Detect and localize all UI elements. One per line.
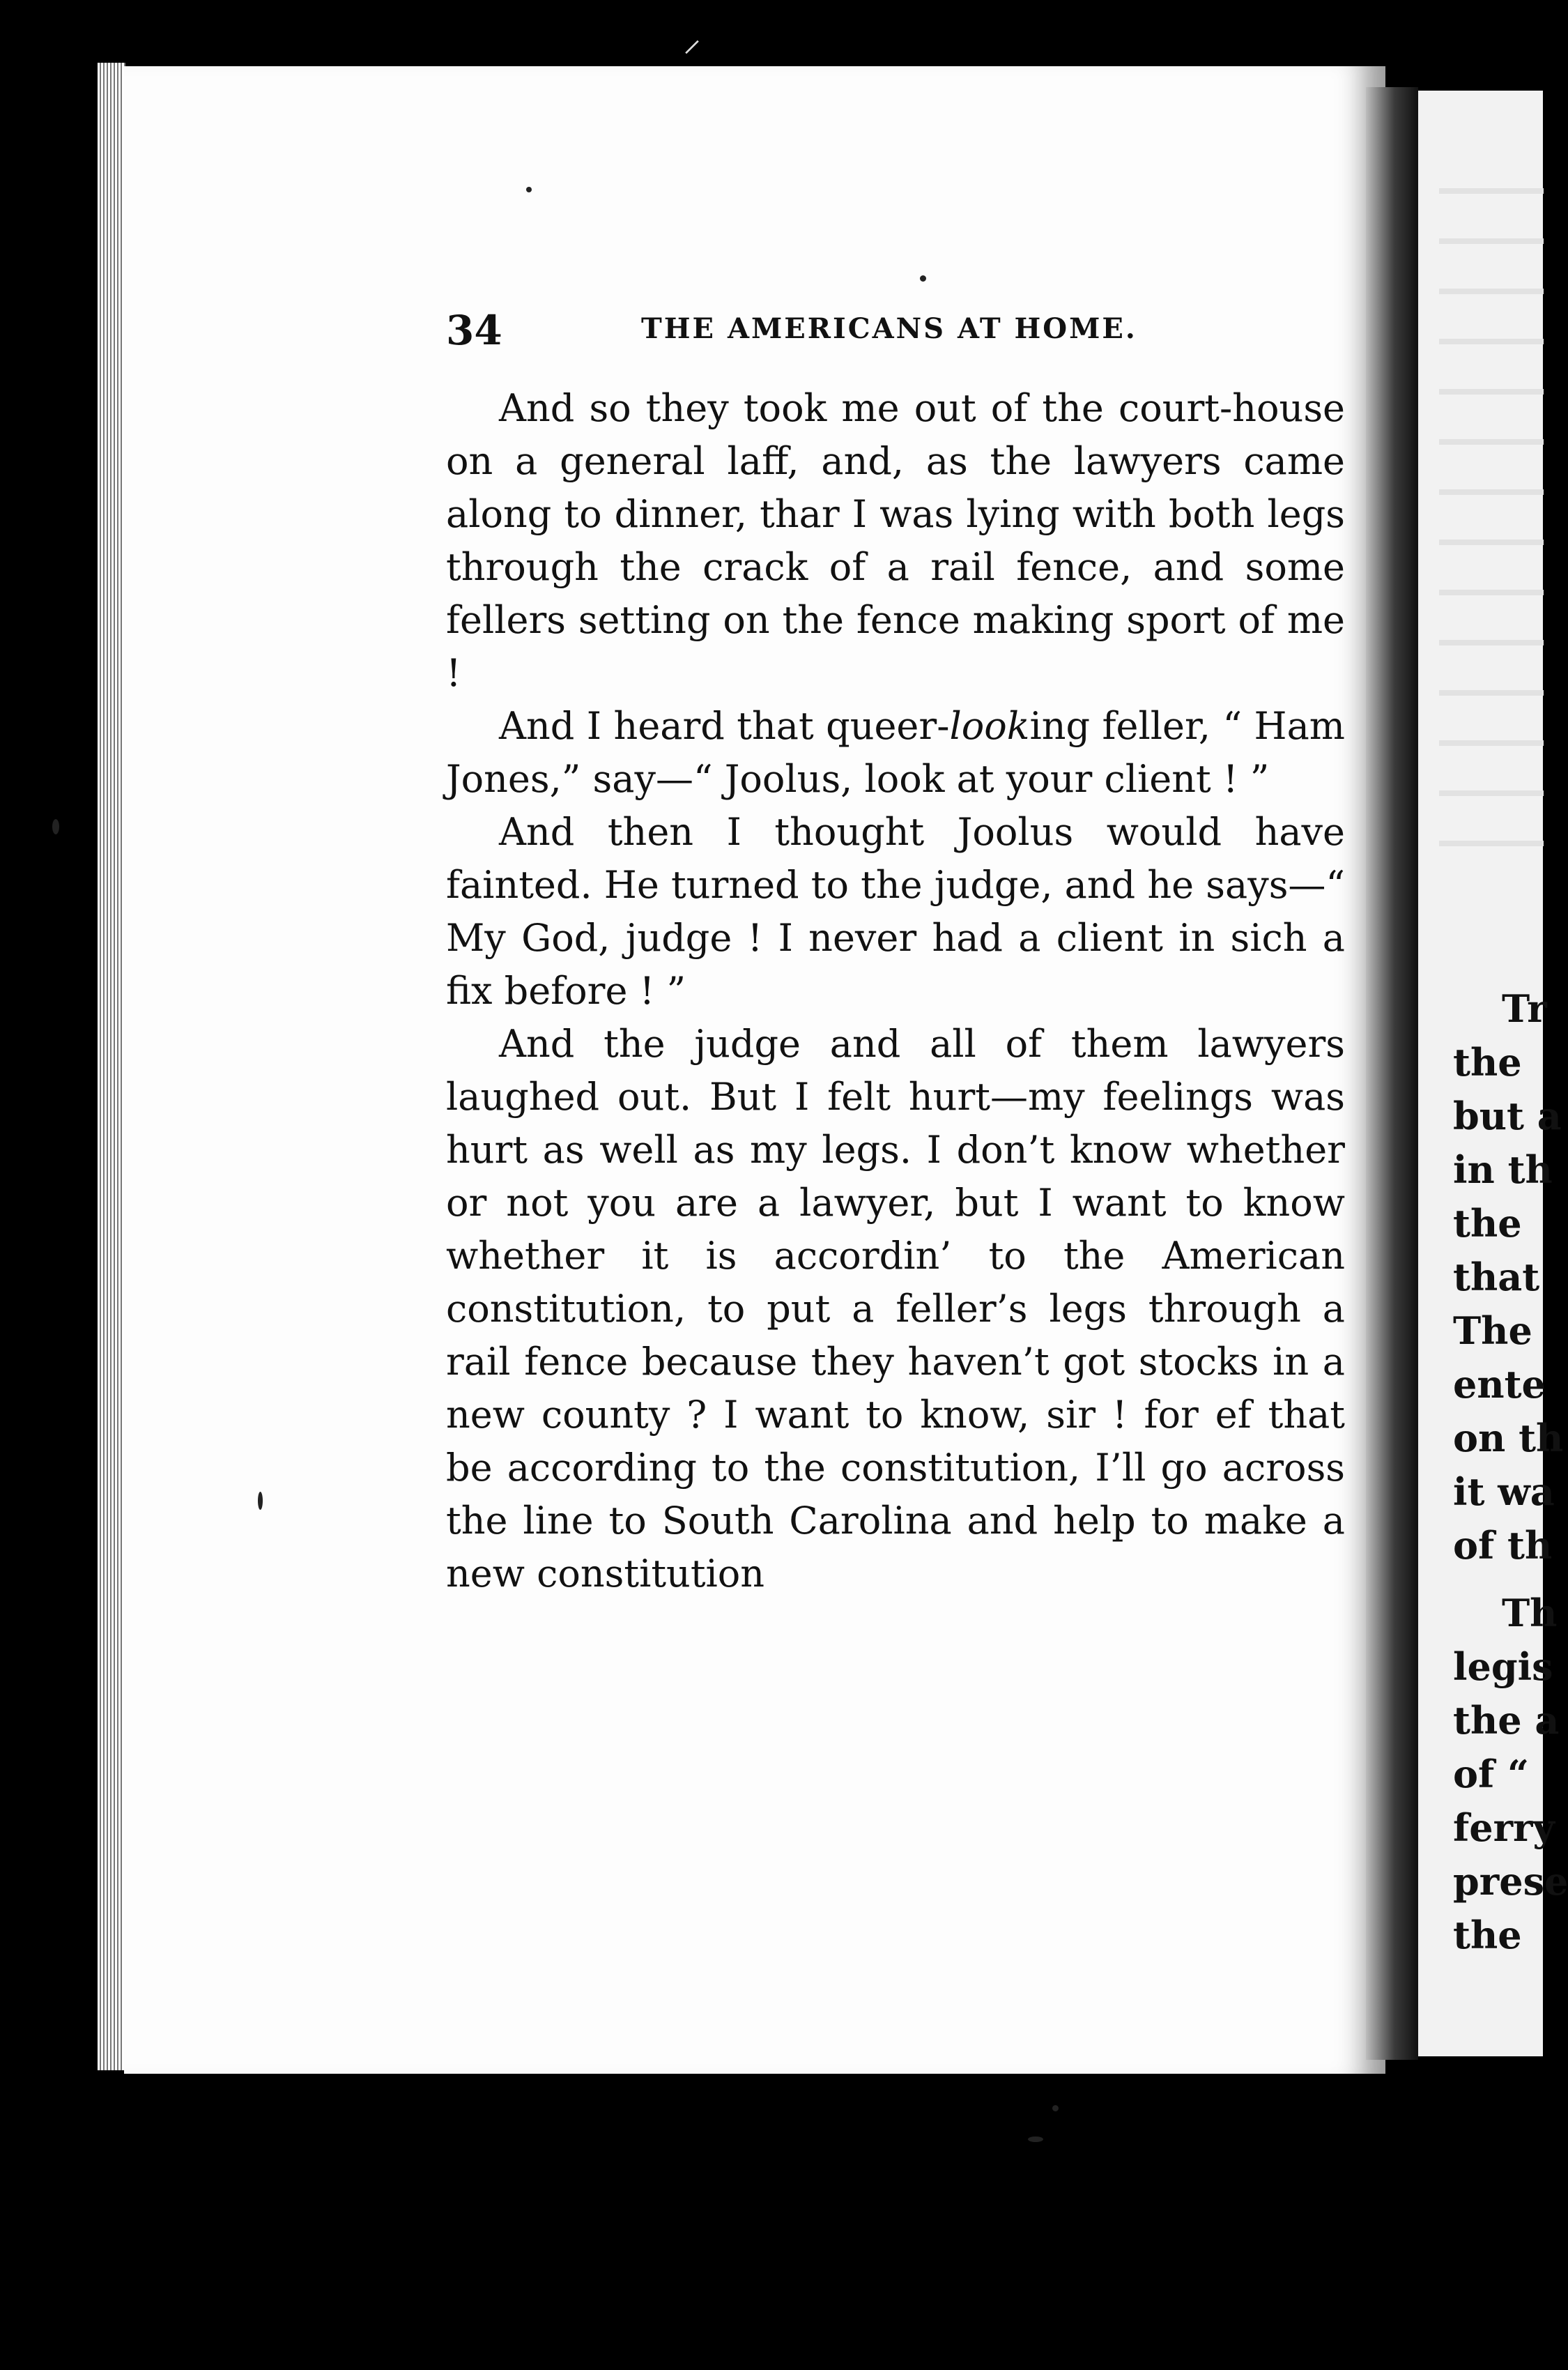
bleed-through-line: [1439, 740, 1544, 746]
bleed-through-line: [1439, 188, 1544, 194]
bleed-through-line: [1439, 439, 1544, 445]
facing-page-text-fragment: The: [1453, 1308, 1532, 1353]
facing-page-text-fragment: in th: [1453, 1147, 1553, 1192]
bleed-through-line: [1439, 590, 1544, 595]
facing-page-text-fragment: but a: [1453, 1094, 1562, 1138]
bleed-through-line: [1439, 690, 1544, 696]
facing-page-text-fragment: legis: [1453, 1644, 1553, 1689]
paragraph: And I heard that queer-looking feller, “ Ham Jones,” say—“ Joolus, look at your client ! ”: [446, 704, 1345, 801]
paragraph: And so they took me out of the court-house on a general laff, and, as the lawyers came along to dinner, thar I was lying with both legs through the crack of a rail fence, and some fellers setting on the fence making sport of me !: [446, 386, 1345, 695]
scan-speck: [526, 187, 532, 192]
emphasis: look: [949, 704, 1030, 748]
facing-page-text-fragment: of th: [1453, 1523, 1553, 1568]
facing-page-text-fragment: Tr: [1502, 986, 1547, 1031]
bleed-through-line: [1439, 339, 1544, 344]
facing-page-text-fragment: the: [1453, 1913, 1522, 1957]
page-stack-edges: [98, 63, 125, 2070]
bleed-through-line: [1439, 489, 1544, 495]
bleed-through-line: [1439, 289, 1544, 294]
bleed-through-line: [1439, 640, 1544, 645]
scan-speck: [258, 1492, 263, 1510]
scan-speck: [920, 275, 926, 282]
bleed-through-line: [1439, 389, 1544, 395]
facing-page-text-fragment: prese: [1453, 1859, 1568, 1904]
facing-page-text-fragment: ente: [1453, 1362, 1546, 1407]
facing-page-text-fragment: that: [1453, 1255, 1540, 1299]
facing-page-text-fragment: the: [1453, 1040, 1522, 1085]
facing-page-text-fragment: of “: [1453, 1752, 1530, 1796]
facing-page-text-fragment: Th: [1502, 1591, 1558, 1635]
top-scan-mark: ⸝: [683, 18, 702, 60]
bleed-through-line: [1439, 841, 1544, 846]
facing-page-text-fragment: on th: [1453, 1416, 1564, 1460]
page-number: 34: [446, 307, 502, 354]
bleed-through-line: [1439, 540, 1544, 545]
facing-page-text-fragment: it wa: [1453, 1469, 1555, 1514]
facing-page-text-fragment: the a: [1453, 1698, 1560, 1743]
running-title: THE AMERICANS AT HOME.: [641, 312, 1137, 345]
scan-speck: [1052, 2105, 1059, 2111]
binding-gutter-shadow: [1366, 87, 1418, 2060]
bleed-through-line: [1439, 790, 1544, 796]
facing-page-text-fragment: the: [1453, 1201, 1522, 1246]
scan-speck: [1028, 2136, 1043, 2142]
paragraph: And then I thought Joolus would have fainted. He turned to the judge, and he says—“ My God, judge ! I never had a client in sich a fix before ! ”: [446, 810, 1346, 1013]
scan-speck: [52, 819, 59, 834]
facing-page: [1418, 91, 1568, 2056]
paragraph: And the judge and all of them lawyers laughed out. But I felt hurt—my feelings was hurt as well as my legs. I don’t know whether or not you are a lawyer, but I want to know whether it is accordin’ to the American constitution, to put a feller’s legs through a rail fence because they haven’t got stocks in a new county ? I want to know, sir ! for ef that be according to the constitution, I’ll go across the line to South Carolina and help to make a new constitution: [446, 1022, 1345, 1596]
body-text: [446, 382, 1345, 1600]
facing-page-text-fragment: ferry: [1453, 1805, 1555, 1850]
bleed-through-line: [1439, 238, 1544, 244]
